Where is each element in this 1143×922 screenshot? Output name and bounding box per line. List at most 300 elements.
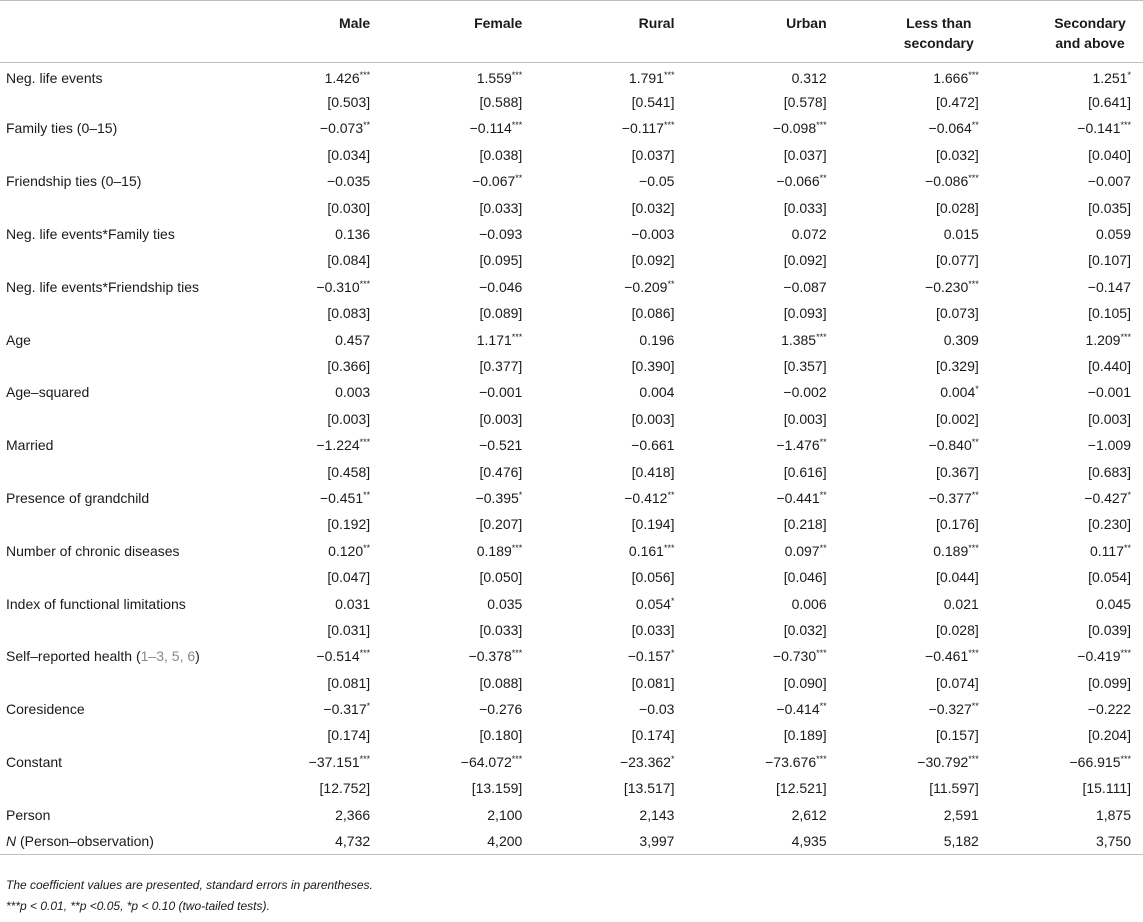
significance-stars: *** xyxy=(511,648,523,659)
significance-stars: ** xyxy=(667,489,675,500)
row-label xyxy=(0,643,230,669)
se-cell: [0.189] xyxy=(783,727,827,744)
significance-stars: *** xyxy=(359,753,371,764)
se-cell: [0.207] xyxy=(479,516,523,533)
se-cell: [12.752] xyxy=(319,780,371,797)
se-cell: [0.003] xyxy=(631,410,675,427)
se-cell: [0.074] xyxy=(935,674,979,691)
coef-value: −73.676 xyxy=(765,753,817,770)
se-cell: [0.503] xyxy=(327,94,371,111)
coef-cell xyxy=(534,274,686,300)
coef-cell xyxy=(991,115,1143,141)
table-note-line-1: The coefficient values are presented, standard errors in parentheses. xyxy=(6,878,373,892)
table-row-coef xyxy=(0,168,1143,194)
coef-value: 1.171 xyxy=(476,331,512,348)
coef-value: 0.312 xyxy=(791,69,827,86)
coef-cell xyxy=(991,221,1143,247)
coef-value: −0.441 xyxy=(776,489,820,506)
significance-stars: ** xyxy=(363,542,371,553)
table-row-se xyxy=(0,247,1143,273)
se-cell: [0.174] xyxy=(631,727,675,744)
row-label-empty xyxy=(0,247,230,273)
coef-value: −0.086 xyxy=(925,173,969,190)
coef-value: −0.222 xyxy=(1087,701,1131,718)
header-secondary-and-above xyxy=(991,1,1143,63)
significance-stars: * xyxy=(975,384,979,395)
row-label-empty xyxy=(0,617,230,643)
coef-cell xyxy=(382,379,534,405)
n-label xyxy=(0,828,230,854)
se-cell: [0.038] xyxy=(479,146,523,163)
coef-cell xyxy=(839,379,991,405)
se-cell: [0.037] xyxy=(631,146,675,163)
table-row-se xyxy=(0,194,1143,220)
coef-value: −0.073 xyxy=(319,120,364,137)
coef-cell xyxy=(686,115,838,141)
row-label-empty xyxy=(0,300,230,326)
table-row-coef xyxy=(0,643,1143,669)
significance-stars: ** xyxy=(667,278,675,289)
coef-value: −30.792 xyxy=(917,753,969,770)
row-label-text: Neg. life events*Family ties xyxy=(6,226,175,243)
coef-cell xyxy=(839,590,991,616)
coef-value: −0.001 xyxy=(479,384,523,401)
table-body xyxy=(0,63,1143,855)
header-male: Male xyxy=(230,1,382,63)
coef-cell xyxy=(991,63,1143,89)
coef-cell xyxy=(991,379,1143,405)
row-label-text: Constant xyxy=(6,753,63,770)
coef-cell xyxy=(686,168,838,194)
se-cell: [0.090] xyxy=(783,674,827,691)
table-row-se xyxy=(0,353,1143,379)
coef-cell xyxy=(230,326,382,352)
coef-cell xyxy=(534,221,686,247)
se-cell: [0.050] xyxy=(479,569,523,586)
se-cell: [0.157] xyxy=(935,727,979,744)
table-row-coef xyxy=(0,326,1143,352)
coef-value: 0.031 xyxy=(335,595,371,612)
coef-value: −0.002 xyxy=(783,384,827,401)
coef-value: 1.251 xyxy=(1092,69,1128,86)
se-cell: [0.046] xyxy=(783,569,827,586)
coef-value: −0.840 xyxy=(928,437,972,454)
coef-value: 0.196 xyxy=(639,331,675,348)
coef-cell xyxy=(686,326,838,352)
coef-cell xyxy=(839,432,991,458)
coef-cell xyxy=(382,168,534,194)
coef-value: −0.087 xyxy=(783,278,827,295)
coef-value: −0.003 xyxy=(631,226,675,243)
row-label-empty xyxy=(0,89,230,115)
coef-cell xyxy=(991,696,1143,722)
significance-stars: *** xyxy=(663,542,675,553)
coef-cell xyxy=(534,485,686,511)
significance-stars: *** xyxy=(1120,331,1131,342)
coef-cell xyxy=(382,221,534,247)
row-label xyxy=(0,274,230,300)
coef-cell xyxy=(382,643,534,669)
coef-value: 0.097 xyxy=(784,542,820,559)
person-label: Person xyxy=(6,806,51,823)
se-cell: [0.039] xyxy=(1088,621,1131,638)
table-row-se xyxy=(0,142,1143,168)
coef-value: −0.414 xyxy=(776,701,820,718)
significance-stars: *** xyxy=(511,331,523,342)
coef-value: −0.157 xyxy=(627,648,671,665)
se-cell: [0.086] xyxy=(631,305,675,322)
row-label-empty xyxy=(0,511,230,537)
coef-value: −0.427 xyxy=(1084,489,1128,506)
se-cell: [0.032] xyxy=(783,621,827,638)
se-cell: [0.329] xyxy=(935,357,979,374)
significance-stars: *** xyxy=(968,173,979,184)
significance-stars: *** xyxy=(968,278,979,289)
coef-cell xyxy=(534,326,686,352)
coef-value: 1.791 xyxy=(628,69,664,86)
row-label-text: Married xyxy=(6,437,54,454)
coef-cell xyxy=(839,485,991,511)
coef-value: 0.161 xyxy=(628,542,664,559)
se-cell: [0.192] xyxy=(327,516,371,533)
se-cell: [0.176] xyxy=(935,516,979,533)
coef-cell xyxy=(839,274,991,300)
se-cell: [0.033] xyxy=(479,199,523,216)
coef-cell xyxy=(534,749,686,775)
se-cell: [0.683] xyxy=(1088,463,1131,480)
se-cell: [0.107] xyxy=(1088,252,1131,269)
significance-stars: ** xyxy=(819,489,827,500)
coef-value: 0.189 xyxy=(933,542,969,559)
significance-stars: *** xyxy=(1120,648,1131,659)
significance-stars: ** xyxy=(515,173,523,184)
se-cell: [0.073] xyxy=(935,305,979,322)
coef-cell xyxy=(534,168,686,194)
row-label-text: Index of functional limitations xyxy=(6,595,186,612)
coef-value: −1.476 xyxy=(776,437,820,454)
se-cell: [0.174] xyxy=(327,727,371,744)
table-row-se xyxy=(0,300,1143,326)
se-cell: [0.377] xyxy=(479,357,523,374)
table-note-line-2: ***p < 0.01, **p <0.05, *p < 0.10 (two-tailed tests). xyxy=(6,899,270,913)
significance-stars: *** xyxy=(359,437,371,448)
se-cell: [0.105] xyxy=(1088,305,1131,322)
se-cell: [0.040] xyxy=(1088,146,1131,163)
significance-stars: * xyxy=(366,701,371,712)
coef-value: −0.064 xyxy=(928,120,972,137)
coef-cell xyxy=(991,274,1143,300)
se-cell: [0.418] xyxy=(631,463,675,480)
row-label xyxy=(0,221,230,247)
se-cell: [0.032] xyxy=(935,146,979,163)
significance-stars: *** xyxy=(816,120,827,131)
se-cell: [0.366] xyxy=(327,357,371,374)
significance-stars: *** xyxy=(816,331,827,342)
person-count-cell: 1,875 xyxy=(1095,806,1131,823)
se-cell: [0.003] xyxy=(479,410,523,427)
significance-stars: *** xyxy=(663,69,675,80)
coef-value: −0.310 xyxy=(316,278,360,295)
coef-cell xyxy=(534,643,686,669)
coef-cell xyxy=(686,63,838,89)
coef-cell xyxy=(991,643,1143,669)
significance-stars: ** xyxy=(819,701,827,712)
significance-stars: ** xyxy=(819,542,827,553)
coef-cell xyxy=(686,379,838,405)
coef-cell xyxy=(991,432,1143,458)
table-row-se xyxy=(0,406,1143,432)
row-label xyxy=(0,485,230,511)
coef-value: 0.309 xyxy=(943,331,979,348)
se-cell: [0.081] xyxy=(327,674,371,691)
table-row-coef xyxy=(0,538,1143,564)
se-cell: [0.032] xyxy=(631,199,675,216)
coef-cell xyxy=(991,590,1143,616)
se-cell: [0.476] xyxy=(479,463,523,480)
person-count-cell: 2,612 xyxy=(791,806,827,823)
coef-value: −0.514 xyxy=(316,648,360,665)
coef-cell xyxy=(230,590,382,616)
row-label-empty xyxy=(0,353,230,379)
se-cell: [0.077] xyxy=(935,252,979,269)
n-count-cell: 4,732 xyxy=(230,828,382,854)
se-cell: [0.092] xyxy=(631,252,675,269)
se-cell: [0.030] xyxy=(327,199,371,216)
coef-value: 1.385 xyxy=(781,331,817,348)
se-cell: [0.003] xyxy=(1088,410,1131,427)
se-cell: [0.003] xyxy=(783,410,827,427)
row-label-text: Neg. life events xyxy=(6,69,103,86)
coef-cell xyxy=(534,432,686,458)
table-row-se xyxy=(0,722,1143,748)
significance-stars: * xyxy=(1127,489,1131,500)
coef-value: −0.093 xyxy=(479,226,523,243)
significance-stars: *** xyxy=(968,69,979,80)
coef-value: −0.209 xyxy=(624,278,668,295)
se-cell: [0.028] xyxy=(935,199,979,216)
row-label xyxy=(0,749,230,775)
se-cell: [0.218] xyxy=(783,516,827,533)
coef-value: 0.004 xyxy=(639,384,675,401)
se-cell: [0.054] xyxy=(1088,569,1131,586)
coef-cell xyxy=(230,221,382,247)
n-count-cell: 5,182 xyxy=(839,828,991,854)
significance-stars: ** xyxy=(819,173,827,184)
se-cell: [0.002] xyxy=(935,410,979,427)
coef-cell xyxy=(534,379,686,405)
table-row-coef xyxy=(0,63,1143,89)
coef-value: −0.276 xyxy=(479,701,523,718)
table-row-coef xyxy=(0,221,1143,247)
significance-stars: * xyxy=(518,489,523,500)
se-cell: [0.044] xyxy=(935,569,979,586)
se-cell: [0.616] xyxy=(783,463,827,480)
table-row-coef xyxy=(0,432,1143,458)
person-count-cell: 2,366 xyxy=(335,806,371,823)
person-count-cell: 2,143 xyxy=(639,806,675,823)
coef-cell xyxy=(839,538,991,564)
se-cell: [0.440] xyxy=(1088,357,1131,374)
table-row-se xyxy=(0,775,1143,801)
row-label xyxy=(0,326,230,352)
coef-value: −0.141 xyxy=(1077,120,1121,137)
row-label xyxy=(0,115,230,141)
significance-stars: *** xyxy=(511,753,523,764)
se-cell: [0.472] xyxy=(935,94,979,111)
row-label-empty xyxy=(0,669,230,695)
table-row-se xyxy=(0,511,1143,537)
coef-cell xyxy=(839,115,991,141)
se-cell: [0.588] xyxy=(479,94,523,111)
row-label-text: Family ties (0–15) xyxy=(6,120,118,137)
row-label-empty xyxy=(0,458,230,484)
coef-cell xyxy=(382,432,534,458)
coef-cell xyxy=(230,538,382,564)
table-row-se xyxy=(0,458,1143,484)
coef-value: −0.114 xyxy=(469,120,512,137)
row-label xyxy=(0,538,230,564)
coef-cell xyxy=(534,590,686,616)
coef-value: 0.003 xyxy=(335,384,371,401)
table-row-se xyxy=(0,617,1143,643)
coef-value: −0.03 xyxy=(639,701,675,718)
coef-cell xyxy=(686,538,838,564)
coef-value: −0.067 xyxy=(472,173,516,190)
row-label xyxy=(0,63,230,89)
coef-value: −0.046 xyxy=(479,278,523,295)
coef-value: −0.117 xyxy=(621,120,664,137)
table-row-coef xyxy=(0,379,1143,405)
coef-value: 0.006 xyxy=(791,595,827,612)
se-cell: [11.597] xyxy=(929,780,979,797)
row-label-gray-text: 1–3, 5, 6 xyxy=(140,648,196,665)
coef-value: −0.147 xyxy=(1087,278,1131,295)
se-cell: [0.458] xyxy=(327,463,371,480)
significance-stars: *** xyxy=(511,542,523,553)
significance-stars: ** xyxy=(363,489,371,500)
coef-cell xyxy=(230,274,382,300)
coef-value: −1.009 xyxy=(1087,437,1131,454)
coef-cell xyxy=(230,115,382,141)
se-cell: [0.047] xyxy=(327,569,371,586)
row-label-empty xyxy=(0,406,230,432)
significance-stars: *** xyxy=(816,753,827,764)
significance-stars: *** xyxy=(968,542,979,553)
coef-value: −0.066 xyxy=(776,173,820,190)
coef-cell xyxy=(382,485,534,511)
coef-value: −0.317 xyxy=(323,701,367,718)
coef-cell xyxy=(382,696,534,722)
se-cell: [0.230] xyxy=(1088,516,1131,533)
se-cell: [0.093] xyxy=(783,305,827,322)
se-cell: [0.204] xyxy=(1088,727,1131,744)
coef-value: 0.189 xyxy=(476,542,512,559)
coef-cell xyxy=(686,274,838,300)
header-less-than-secondary-text: Less than secondary xyxy=(903,15,974,51)
row-label-text: Friendship ties (0–15) xyxy=(6,173,142,190)
row-label xyxy=(0,590,230,616)
coef-cell xyxy=(839,326,991,352)
coef-value: 0.004 xyxy=(940,384,976,401)
se-cell: [0.099] xyxy=(1088,674,1131,691)
coef-value: 0.136 xyxy=(335,226,371,243)
row-label-empty xyxy=(0,564,230,590)
coef-cell xyxy=(230,63,382,89)
coef-cell xyxy=(686,432,838,458)
se-cell: [13.517] xyxy=(623,780,675,797)
coef-value: −66.915 xyxy=(1069,753,1121,770)
coef-value: 0.457 xyxy=(335,331,371,348)
row-label-empty xyxy=(0,775,230,801)
coef-value: 0.120 xyxy=(328,542,364,559)
significance-stars: *** xyxy=(968,753,979,764)
n-count-cell: 4,935 xyxy=(686,828,838,854)
header-row xyxy=(0,1,1143,63)
significance-stars: * xyxy=(1127,69,1131,80)
coef-cell xyxy=(534,538,686,564)
person-count-cell: 2,100 xyxy=(487,806,523,823)
coef-value: −0.001 xyxy=(1087,384,1131,401)
coef-value: 0.035 xyxy=(487,595,523,612)
se-cell: [0.092] xyxy=(783,252,827,269)
se-cell: [0.033] xyxy=(783,199,827,216)
coef-cell xyxy=(686,643,838,669)
table-row-se xyxy=(0,669,1143,695)
row-label xyxy=(0,379,230,405)
coef-cell xyxy=(686,696,838,722)
se-cell: [0.083] xyxy=(327,305,371,322)
se-cell: [12.521] xyxy=(776,780,827,797)
coef-value: −0.098 xyxy=(772,120,817,137)
significance-stars: *** xyxy=(663,120,675,131)
row-label xyxy=(0,168,230,194)
coef-value: 0.117 xyxy=(1089,542,1124,559)
significance-stars: *** xyxy=(359,69,371,80)
se-cell: [0.541] xyxy=(631,94,675,111)
coef-cell xyxy=(230,749,382,775)
coef-cell xyxy=(230,696,382,722)
coef-value: 0.072 xyxy=(791,226,827,243)
n-count-cell: 3,750 xyxy=(991,828,1143,854)
n-count-cell: 4,200 xyxy=(382,828,534,854)
coef-value: −0.377 xyxy=(928,489,972,506)
coef-cell xyxy=(534,63,686,89)
coef-cell xyxy=(382,115,534,141)
se-cell: [0.180] xyxy=(479,727,523,744)
significance-stars: ** xyxy=(971,437,979,448)
se-cell: [0.578] xyxy=(783,94,827,111)
row-label-text: Self–reported health ( xyxy=(6,648,141,665)
significance-stars: *** xyxy=(968,648,979,659)
table-row-se xyxy=(0,564,1143,590)
coef-cell xyxy=(686,749,838,775)
coef-cell xyxy=(230,643,382,669)
table-row-coef xyxy=(0,590,1143,616)
significance-stars: *** xyxy=(1120,753,1131,764)
significance-stars: * xyxy=(670,595,675,606)
se-cell: [0.089] xyxy=(479,305,523,322)
coef-value: −0.05 xyxy=(639,173,675,190)
table-row-coef xyxy=(0,485,1143,511)
row-label-empty xyxy=(0,194,230,220)
coef-value: −1.224 xyxy=(316,437,360,454)
se-cell: [0.084] xyxy=(327,252,371,269)
row-label-text: Neg. life events*Friendship ties xyxy=(6,278,199,295)
se-cell: [0.056] xyxy=(631,569,675,586)
se-cell: [0.390] xyxy=(631,357,675,374)
row-label-text: Coresidence xyxy=(6,701,85,718)
se-cell: [0.194] xyxy=(631,516,675,533)
